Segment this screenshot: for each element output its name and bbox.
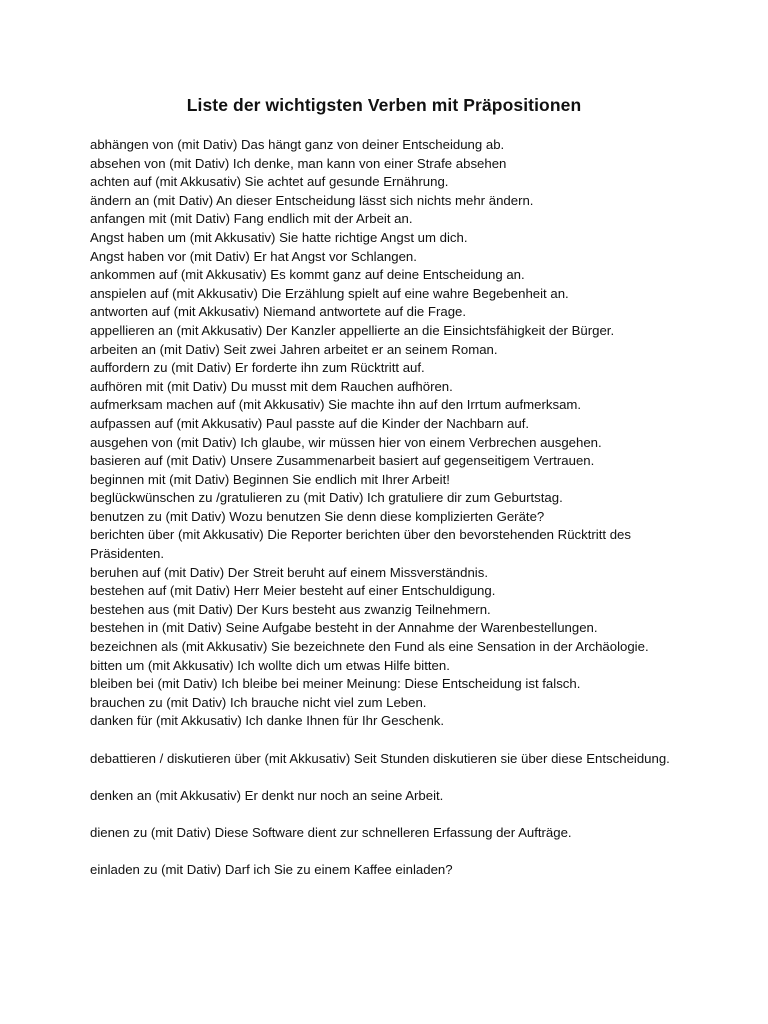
list-item: einladen zu (mit Dativ) Darf ich Sie zu einem Kaffee einladen? — [90, 862, 453, 878]
list-item: beginnen mit (mit Dativ) Beginnen Sie endlich mit Ihrer Arbeit! — [90, 471, 450, 487]
list-item: aufhören mit (mit Dativ) Du musst mit dem Rauchen aufhören. — [90, 378, 453, 394]
list-item: beruhen auf (mit Dativ) Der Streit beruht auf einem Missverständnis. — [90, 564, 488, 580]
list-item: brauchen zu (mit Dativ) Ich brauche nicht viel zum Leben. — [90, 694, 427, 710]
list-item: danken für (mit Akkusativ) Ich danke Ihnen für Ihr Geschenk. — [90, 713, 445, 729]
list-item: beglückwünschen zu /gratulieren zu (mit Dativ) Ich gratuliere dir zum Geburtstag. — [90, 490, 563, 506]
list-item: denken an (mit Akkusativ) Er denkt nur noch an seine Arbeit. — [90, 787, 444, 803]
list-item: ändern an (mit Dativ) An dieser Entscheidung lässt sich nichts mehr ändern. — [90, 192, 534, 208]
list-item: basieren auf (mit Dativ) Unsere Zusammenarbeit basiert auf gegenseitigem Vertrauen. — [90, 453, 595, 469]
list-item: anspielen auf (mit Akkusativ) Die Erzählung spielt auf eine wahre Begebenheit an. — [90, 285, 569, 301]
list-item: aufmerksam machen auf (mit Akkusativ) Sie machte ihn auf den Irrtum aufmerksam. — [90, 397, 582, 413]
list-item: berichten über (mit Akkusativ) Die Reporter berichten über den bevorstehenden Rücktritt des Präsidenten. — [90, 527, 631, 562]
list-item: abhängen von (mit Dativ) Das hängt ganz von deiner Entscheidung ab. — [90, 137, 505, 152]
list-item: anfangen mit (mit Dativ) Fang endlich mit der Arbeit an. — [90, 211, 413, 227]
list-item: bezeichnen als (mit Akkusativ) Sie bezeichnete den Fund als eine Sensation in der Archäologie. — [90, 639, 649, 655]
list-item: absehen von (mit Dativ) Ich denke, man kann von einer Strafe absehen — [90, 155, 507, 171]
list-item: ausgehen von (mit Dativ) Ich glaube, wir müssen hier von einem Verbrechen ausgehen. — [90, 434, 602, 450]
list-item: dienen zu (mit Dativ) Diese Software dient zur schnelleren Erfassung der Aufträge. — [90, 824, 572, 840]
list-item: bestehen aus (mit Dativ) Der Kurs besteht aus zwanzig Teilnehmern. — [90, 601, 491, 617]
document-title: Liste der wichtigsten Verben mit Präpositionen — [186, 95, 582, 115]
verb-list — [90, 136, 690, 880]
list-item: bitten um (mit Akkusativ) Ich wollte dich um etwas Hilfe bitten. — [90, 657, 450, 673]
list-item: appellieren an (mit Akkusativ) Der Kanzler appellierte an die Einsichtsfähigkeit der Bürger. — [90, 322, 615, 338]
list-item: bleiben bei (mit Dativ) Ich bleibe bei meiner Meinung: Diese Entscheidung ist falsch. — [90, 676, 581, 692]
list-item: bestehen auf (mit Dativ) Herr Meier besteht auf einer Entschuldigung. — [90, 583, 496, 599]
list-item: aufpassen auf (mit Akkusativ) Paul passte auf die Kinder der Nachbarn auf. — [90, 415, 530, 431]
list-item: bestehen in (mit Dativ) Seine Aufgabe besteht in der Annahme der Warenbestellungen. — [90, 620, 598, 636]
list-item: debattieren / diskutieren über (mit Akkusativ) Seit Stunden diskutieren sie über diese Entscheidung. — [90, 750, 670, 766]
list-item: ankommen auf (mit Akkusativ) Es kommt ganz auf deine Entscheidung an. — [90, 267, 525, 283]
list-item: achten auf (mit Akkusativ) Sie achtet auf gesunde Ernährung. — [90, 174, 449, 190]
list-item: benutzen zu (mit Dativ) Wozu benutzen Sie denn diese komplizierten Geräte? — [90, 508, 545, 524]
list-item: antworten auf (mit Akkusativ) Niemand antwortete auf die Frage. — [90, 304, 467, 320]
list-item: auffordern zu (mit Dativ) Er forderte ihn zum Rücktritt auf. — [90, 360, 425, 376]
list-item: Angst haben um (mit Akkusativ) Sie hatte richtige Angst um dich. — [90, 229, 468, 245]
list-item: Angst haben vor (mit Dativ) Er hat Angst vor Schlangen. — [90, 248, 417, 264]
list-item: arbeiten an (mit Dativ) Seit zwei Jahren arbeitet er an seinem Roman. — [90, 341, 498, 357]
